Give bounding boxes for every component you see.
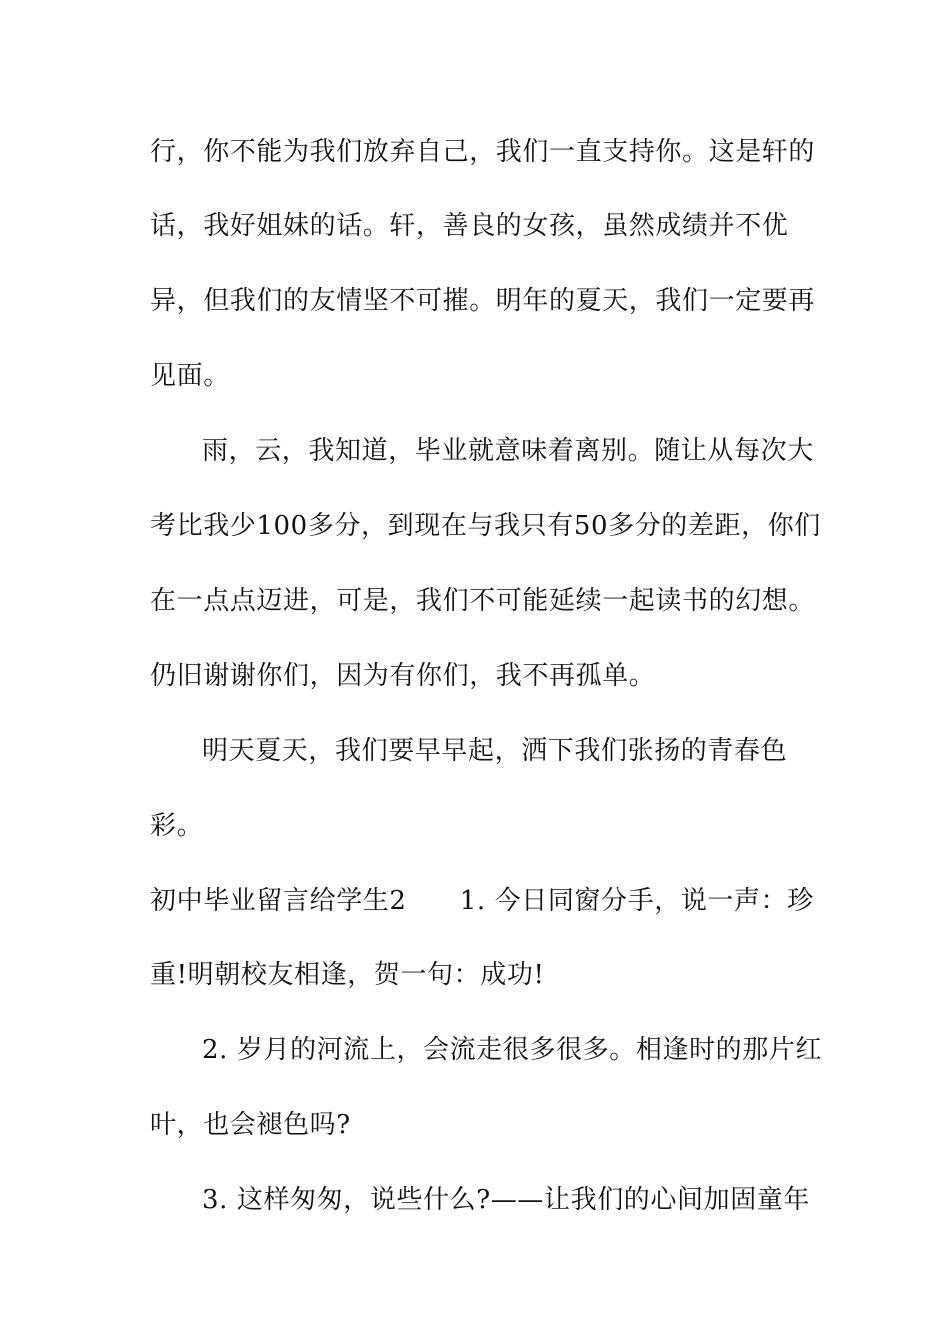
text-line: 见面。 <box>150 361 230 391</box>
section-heading-line: 初中毕业留言给学生2 1. 今日同窗分手，说一声：珍 <box>150 886 814 916</box>
text-line: 考比我少100多分，到现在与我只有50多分的差距，你们 <box>150 511 821 541</box>
text-line: 话，我好姐妹的话。轩，善良的女孩，虽然成绩并不优 <box>150 211 789 241</box>
text-line: 在一点点迈进，可是，我们不可能延续一起读书的幻想。 <box>150 586 816 616</box>
paragraph-first-line: 明天夏天，我们要早早起，洒下我们张扬的青春色 <box>202 736 788 766</box>
text-line: 叶，也会褪色吗? <box>150 1110 351 1140</box>
paragraph-first-line: 雨，云，我知道，毕业就意味着离别。随让从每次大 <box>202 436 814 466</box>
text-line: 行，你不能为我们放弃自己，我们一直支持你。这是轩的 <box>150 137 816 167</box>
text-line: 仍旧谢谢你们，因为有你们，我不再孤单。 <box>150 661 656 691</box>
text-line: 重!明朝校友相逢，贺一句：成功! <box>150 960 545 990</box>
list-item-line: 2. 岁月的河流上，会流走很多很多。相逢时的那片红 <box>202 1035 823 1065</box>
text-line: 异，但我们的友情坚不可摧。明年的夏天，我们一定要再 <box>150 286 816 316</box>
text-line: 彩。 <box>150 811 204 841</box>
list-item-line: 3. 这样匆匆，说些什么?——让我们的心间加固童年 <box>202 1185 811 1215</box>
